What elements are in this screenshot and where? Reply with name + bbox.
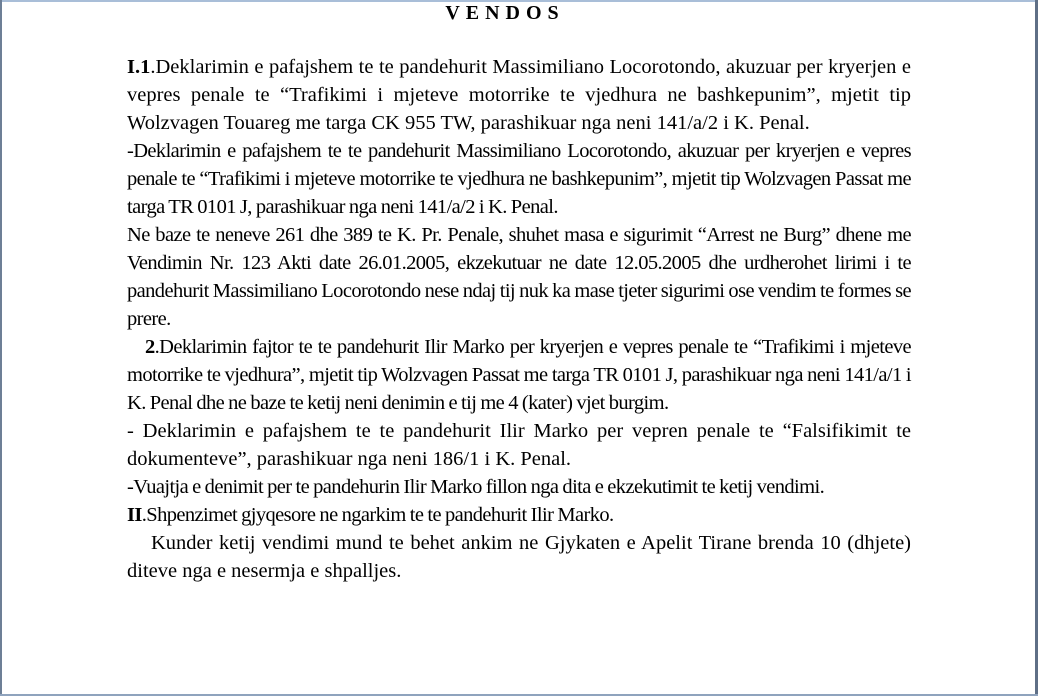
document-body — [127, 53, 911, 585]
paragraph-release-order — [127, 221, 911, 333]
paragraph-i1 — [127, 53, 911, 137]
section-label: 2 — [145, 336, 155, 358]
paragraph-text: .Shpenzimet gjyqesore ne ngarkim te te pandehurit Ilir Marko. — [141, 504, 614, 526]
section-label: I.1 — [127, 56, 151, 78]
paragraph-text: Ne baze te neneve 261 dhe 389 te K. Pr. Penale, shuhet masa e sigurimit “Arrest ne Burg” dhene me Vendimin Nr. 123 Akti date 26.01.2005, ekzekutuar ne date 12.05.2005 dhe urdherohet lirimi i te pandehurit Massimiliano Locorotondo nese ndaj tij nuk ka mase tjeter sigurimi ose vendim te formes se prere. — [127, 224, 911, 330]
paragraph-text: -Deklarimin e pafajshem te te pandehurit Massimiliano Locorotondo, akuzuar per kryerjen e vepres penale te “Trafikimi i mjeteve motorrike te vjedhura ne bashkepunim”, mjetit tip Wolzvagen Passat me targa TR 0101 J, parashikuar nga neni 141/a/2 i K. Penal. — [127, 140, 911, 218]
paragraph-text: - Deklarimin e pafajshem te te pandehurit Ilir Marko per vepren penale te “Falsifikimit te dokumenteve”, parashikuar nga neni 186/1 i K. Penal. — [127, 420, 911, 470]
window-left-border — [0, 0, 2, 696]
document-title: VENDOS — [445, 2, 565, 24]
paragraph-text: -Vuajtja e denimit per te pandehurin Ilir Marko fillon nga dita e ekzekutimit te ketij vendimi. — [127, 476, 825, 498]
paragraph-acquittal-forgery — [127, 417, 911, 473]
paragraph-2 — [127, 333, 911, 417]
paragraph-text: .Deklarimin fajtor te te pandehurit Ilir Marko per kryerjen e vepres penale te “Trafikimi i mjeteve motorrike te vjedhura”, mjetit tip Wolzvagen Passat me targa TR 0101 J, parashikuar nga neni 141/a/1 i K. Penal dhe ne baze te ketij neni denimin e tij me 4 (kater) vjet burgim. — [127, 336, 911, 414]
paragraph-ii — [127, 501, 911, 529]
paragraph-text: .Deklarimin e pafajshem te te pandehurit Massimiliano Locorotondo, akuzuar per kryerjen e vepres penale te “Trafikimi i mjeteve motorrike te vjedhura ne bashkepunim”, mjetit tip Wolzvagen Touareg me targa CK 955 TW, parashikuar nga neni 141/a/2 i K. Penal. — [127, 56, 911, 134]
paragraph-text: Kunder ketij vendimi mund te behet ankim ne Gjykaten e Apelit Tirane brenda 10 (dhjete) diteve nga e nesermja e shpalljes. — [127, 532, 911, 582]
paragraph-acquittal-passat — [127, 137, 911, 221]
section-label: II — [127, 504, 142, 526]
paragraph-sentence-start — [127, 473, 911, 501]
document-page[interactable] — [127, 0, 911, 585]
paragraph-appeal — [127, 529, 911, 585]
